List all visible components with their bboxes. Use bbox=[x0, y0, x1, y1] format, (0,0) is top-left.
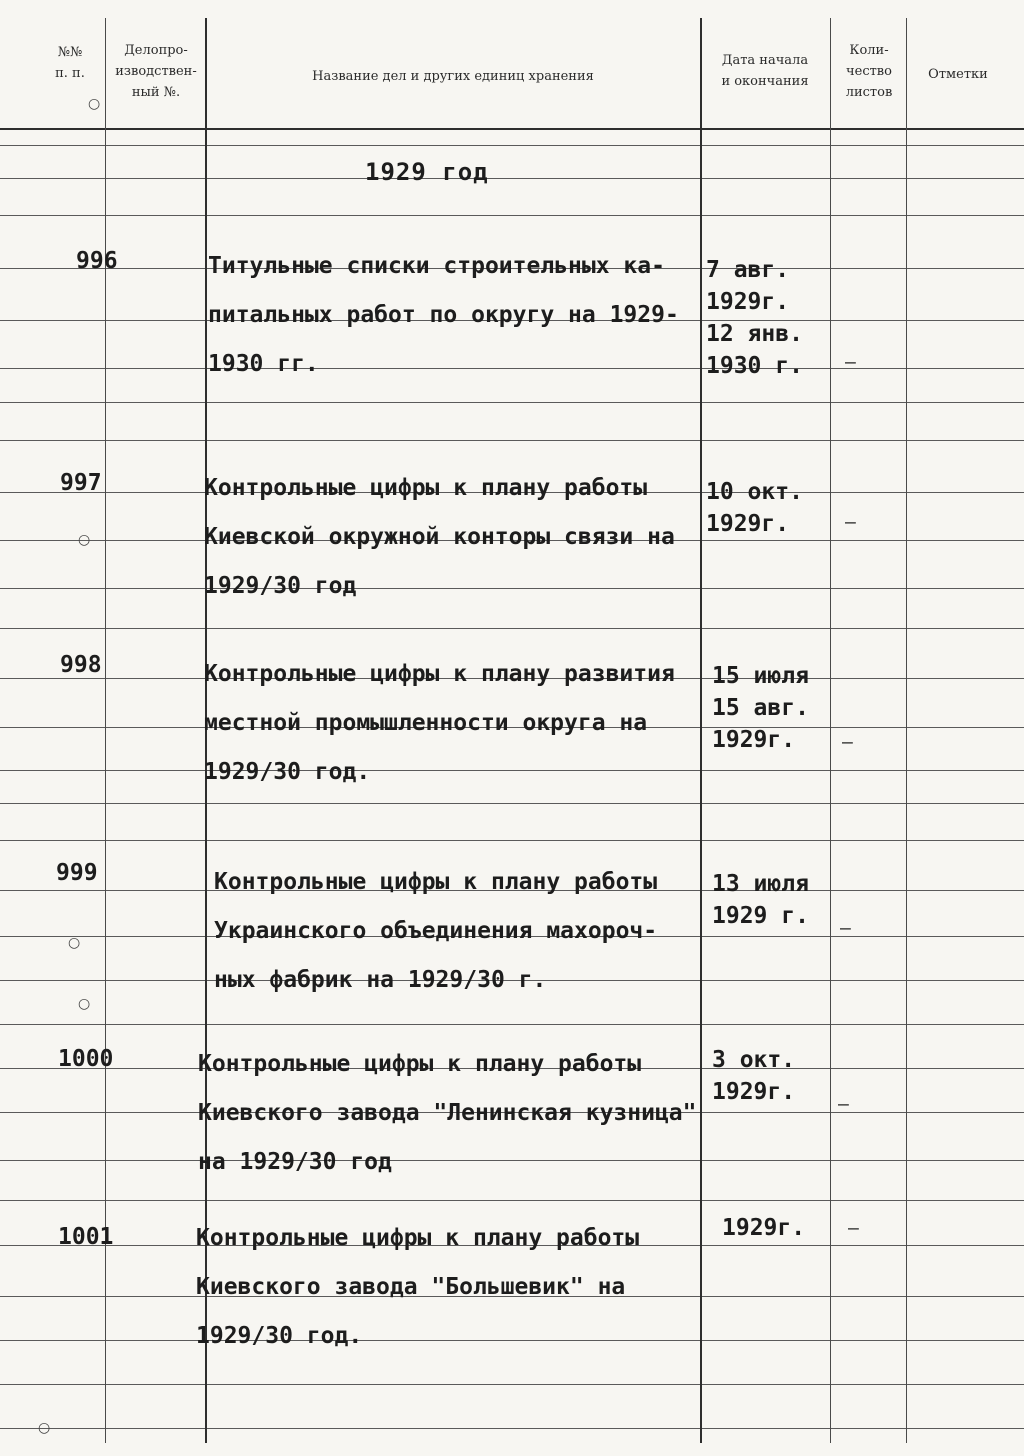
header-dates-line: и окончания bbox=[721, 74, 809, 89]
record-number: 996 bbox=[76, 248, 118, 274]
record-date-line: 15 июля bbox=[712, 663, 809, 689]
record-sheets: – bbox=[845, 352, 856, 373]
record-dates bbox=[706, 254, 846, 382]
record-date-line: 1929г. bbox=[706, 289, 790, 315]
header-sheets-line: чество bbox=[846, 64, 892, 79]
record-date-line: 13 июля bbox=[712, 871, 809, 897]
record-title-line: Контрольные цифры к плану работы bbox=[198, 1051, 642, 1077]
record-dates bbox=[712, 660, 852, 756]
punch-hole-icon: ○ bbox=[78, 996, 91, 1012]
ruled-line bbox=[0, 1200, 1024, 1201]
record-dates bbox=[712, 1044, 852, 1108]
record-title-line: 1930 гг. bbox=[208, 351, 319, 377]
record-title-line: Титульные списки строительных ка- bbox=[208, 253, 665, 279]
punch-hole-icon: ○ bbox=[78, 532, 91, 548]
header-dates-line: Дата начала bbox=[721, 53, 809, 68]
header-number-line: №№ bbox=[57, 45, 83, 60]
record-title-line: Киевской окружной конторы связи на bbox=[204, 524, 675, 550]
header-sheets-line: листов bbox=[845, 85, 893, 100]
ruled-line bbox=[0, 440, 1024, 441]
record-date-line: 10 окт. bbox=[706, 479, 803, 505]
record-title-line: Контрольные цифры к плану работы bbox=[214, 869, 658, 895]
record-title bbox=[196, 1214, 701, 1361]
record-date-line: 1929г. bbox=[722, 1215, 806, 1241]
record-dates bbox=[722, 1212, 862, 1244]
record-number: 1000 bbox=[58, 1046, 114, 1072]
record-title-line: 1929/30 год. bbox=[196, 1323, 363, 1349]
record-title-line: Контрольные цифры к плану развития bbox=[204, 661, 675, 687]
record-sheets: – bbox=[840, 918, 851, 939]
header-office-number bbox=[108, 40, 204, 103]
header-notes: Отметки bbox=[928, 67, 988, 82]
record-date-line: 1929г. bbox=[712, 727, 796, 753]
header-office-line: Делопро- bbox=[124, 43, 188, 58]
record-title-line: Контрольные цифры к плану работы bbox=[204, 475, 648, 501]
record-date-line: 15 авг. bbox=[712, 695, 809, 721]
record-dates bbox=[706, 476, 846, 540]
year-heading: 1929 год bbox=[365, 158, 489, 186]
record-title-line: 1929/30 год. bbox=[204, 759, 371, 785]
ruled-line bbox=[0, 1428, 1024, 1429]
ruled-line bbox=[0, 628, 1024, 629]
punch-hole-icon: ○ bbox=[38, 1420, 51, 1436]
record-title bbox=[204, 464, 709, 611]
record-number: 1001 bbox=[58, 1224, 114, 1250]
record-title-line: ных фабрик на 1929/30 г. bbox=[214, 967, 547, 993]
record-number: 998 bbox=[60, 652, 102, 678]
record-number: 999 bbox=[56, 860, 98, 886]
record-title-line: Киевского завода "Ленинская кузница" bbox=[198, 1100, 697, 1126]
record-number: 997 bbox=[60, 470, 102, 496]
ruled-line bbox=[0, 145, 1024, 146]
header-bottom-rule bbox=[0, 128, 1024, 130]
punch-hole-icon: ○ bbox=[88, 96, 101, 112]
header-sheets-line: Коли- bbox=[849, 43, 889, 58]
punch-hole-icon: ○ bbox=[68, 935, 81, 951]
record-date-line: 12 янв. bbox=[706, 321, 803, 347]
ruled-line bbox=[0, 803, 1024, 804]
record-title-line: 1929/30 год bbox=[204, 573, 357, 599]
record-date-line: 1929 г. bbox=[712, 903, 809, 929]
record-title bbox=[208, 242, 713, 389]
record-sheets: – bbox=[838, 1094, 849, 1115]
record-date-line: 3 окт. bbox=[712, 1047, 796, 1073]
record-sheets: – bbox=[848, 1218, 859, 1239]
header-dates bbox=[702, 50, 828, 92]
record-title bbox=[198, 1040, 703, 1187]
record-title-line: Украинского объединения махороч- bbox=[214, 918, 658, 944]
record-date-line: 7 авг. bbox=[706, 257, 790, 283]
header-sheets bbox=[832, 40, 906, 103]
record-title-line: местной промышленности округа на bbox=[204, 710, 648, 736]
record-date-line: 1929г. bbox=[712, 1079, 796, 1105]
record-title-line: питальных работ по округу на 1929- bbox=[208, 302, 679, 328]
record-sheets: – bbox=[842, 732, 853, 753]
record-sheets: – bbox=[845, 512, 856, 533]
header-number bbox=[38, 42, 102, 84]
ruled-line bbox=[0, 1024, 1024, 1025]
header-title: Название дел и других единиц хранения bbox=[312, 69, 594, 84]
record-title bbox=[214, 858, 719, 1005]
header-office-line: ный №. bbox=[131, 85, 181, 100]
ruled-line bbox=[0, 402, 1024, 403]
header-number-line: п. п. bbox=[55, 66, 85, 81]
record-title-line: на 1929/30 год bbox=[198, 1149, 392, 1175]
record-date-line: 1930 г. bbox=[706, 353, 803, 379]
record-title bbox=[204, 650, 709, 797]
ruled-line bbox=[0, 840, 1024, 841]
record-dates bbox=[712, 868, 852, 932]
record-title-line: Киевского завода "Большевик" на bbox=[196, 1274, 626, 1300]
ruled-line bbox=[0, 1384, 1024, 1385]
ruled-line bbox=[0, 178, 1024, 179]
header-office-line: изводствен- bbox=[115, 64, 197, 79]
record-date-line: 1929г. bbox=[706, 511, 790, 537]
column-divider bbox=[906, 18, 907, 1443]
ruled-line bbox=[0, 215, 1024, 216]
record-title-line: Контрольные цифры к плану работы bbox=[196, 1225, 640, 1251]
